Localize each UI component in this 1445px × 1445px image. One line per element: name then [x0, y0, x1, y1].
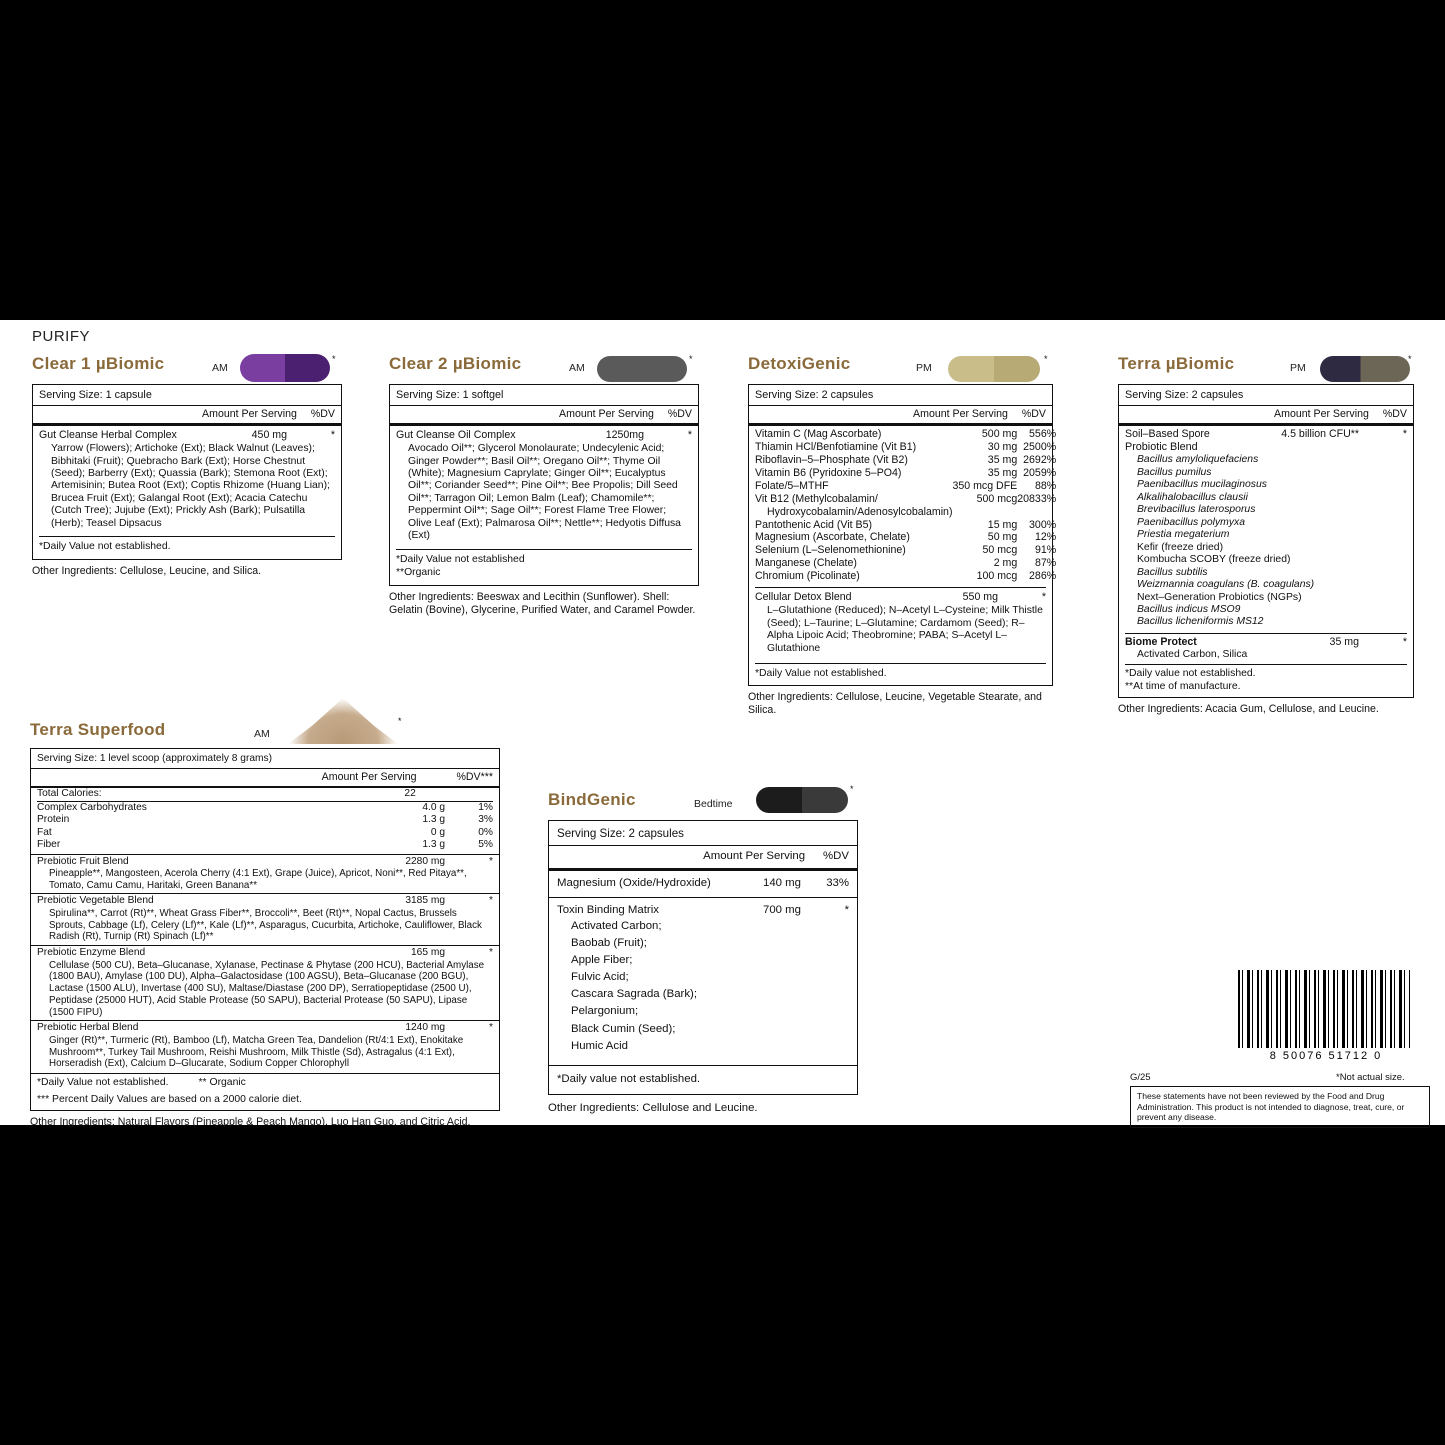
- row-dv: 2059%: [1023, 466, 1057, 479]
- row-amount: 22: [404, 788, 416, 800]
- row-name: Fat: [37, 826, 52, 838]
- row-dv: 556%: [1029, 428, 1057, 441]
- other-ingredients: Other Ingredients: Acacia Gum, Cellulose, and Leucine.: [1118, 703, 1379, 716]
- blend-ingredients: Spirulina**, Carrot (Rt)**, Wheat Grass Fiber**, Broccoli**, Beet (Rt)**, Nopal Cactus, Brussels Sprouts, Cabbage (Lf), Celery (Lf)**, Kale (Lf)**, Asparagus, Cucurbita, Artichoke, Cauliflower, Black Radish (Rt), Turnip (Rt) Spinach (Lf)**: [49, 907, 482, 943]
- row-dv: [1017, 506, 1056, 519]
- serving-size: Serving Size: 1 softgel: [396, 389, 504, 401]
- matrix-item: Black Cumin (Seed);: [571, 1022, 676, 1035]
- table-row: [755, 493, 1056, 506]
- row-dv: 5%: [478, 839, 493, 851]
- row-amount: 1250mg: [605, 429, 644, 442]
- row-dv: [445, 788, 493, 801]
- panel-terra-superfood: [30, 716, 500, 1129]
- table-row: [755, 570, 1056, 583]
- table-row: [557, 877, 849, 891]
- matrix-item: Baobab (Fruit);: [571, 936, 647, 949]
- row-dv: 286%: [1029, 570, 1057, 583]
- other-ingredients: Other Ingredients: Cellulose, Leucine, Vegetable Stearate, and Silica.: [748, 691, 1042, 717]
- row-amount: 50 mcg: [982, 544, 1018, 557]
- row-amount: 2 mg: [993, 557, 1018, 570]
- barcode: [1238, 970, 1414, 1062]
- panel-title: Clear 2 µBiomic: [389, 354, 522, 373]
- table-row: [37, 788, 493, 801]
- row-dv: *: [330, 429, 335, 442]
- row-amount: 50 mg: [987, 531, 1018, 544]
- capsule-image: [948, 356, 1040, 382]
- footnote-1: *Daily value not established.: [1125, 668, 1256, 680]
- panel-title: Clear 1 µBiomic: [32, 354, 165, 373]
- table-row: [755, 480, 1056, 493]
- row-name: Pantothenic Acid (Vit B5): [755, 518, 872, 531]
- footnote: *Daily Value not established.: [755, 668, 887, 680]
- row-name: Selenium (L–Selenomethionine): [755, 544, 906, 557]
- serving-size: Serving Size: 2 capsules: [1125, 389, 1244, 401]
- panel-time-of-day: PM: [916, 362, 932, 374]
- table-row: [37, 827, 493, 839]
- col-amount: Amount Per Serving: [559, 408, 654, 421]
- row-name: Complex Carbohydrates: [37, 801, 147, 813]
- row-amount: 100 mcg: [976, 570, 1018, 583]
- facts-column-headers: [390, 405, 698, 423]
- col-dv: %DV: [823, 850, 849, 863]
- row-amount: 15 mg: [987, 518, 1018, 531]
- not-actual-size-star: *: [398, 716, 402, 726]
- strain-item: Bacillus pumilus: [1137, 466, 1212, 478]
- facts-column-headers: [33, 405, 341, 423]
- row-dv: 3%: [478, 814, 493, 826]
- supplement-facts-box: [30, 748, 500, 1111]
- col-amount: Amount Per Serving: [202, 408, 297, 421]
- row-amount: 4.0 g: [422, 801, 445, 813]
- row-amount: 30 mg: [987, 441, 1018, 454]
- footnote: *Daily value not established.: [557, 1072, 701, 1085]
- nutrient-table: [755, 428, 1056, 583]
- table-row: [755, 467, 1056, 480]
- strain-item: Paenibacillus polymyxa: [1137, 516, 1246, 528]
- facts-column-headers: [1119, 405, 1413, 423]
- label-sheet: [0, 320, 1445, 1129]
- panel-bindgenic: [548, 784, 858, 1115]
- row-amount: 500 mg: [981, 428, 1018, 441]
- table-row: [755, 557, 1056, 570]
- row-dv: *: [1402, 635, 1407, 648]
- other-ingredients: Other Ingredients: Cellulose and Leucine.: [548, 1101, 758, 1114]
- footnote-2: **Organic: [396, 566, 441, 578]
- row-dv: 0%: [478, 826, 493, 838]
- serving-size: Serving Size: 2 capsules: [755, 389, 874, 401]
- not-actual-size-star: *: [332, 354, 336, 364]
- row-amount: 35 mg: [1329, 635, 1359, 648]
- row-name: Cellular Detox Blend: [755, 591, 852, 604]
- col-amount: Amount Per Serving: [321, 771, 417, 784]
- blend-ingredients: Yarrow (Flowers); Artichoke (Ext); Black Walnut (Leaves); Bibhitaki (Fruit); Quebracho Bark (Ext); Horse Chestnut (Seed); Barberry (Ext); Quassia (Bark); Stemona Root (Ext); Artemisinin; Butea Root (Ext); Coptis Rhizome (Huang Lian); Brucea Fruit (Ext); Galangal Root (Ext); Acacia Catechu (Cutch Tree); Jujube (Ext); Prickly Ash (Bark); Pulsatilla (Herb); Teasel Dipsacus: [51, 443, 330, 529]
- row-name: Prebiotic Vegetable Blend: [37, 895, 154, 907]
- row-dv: 300%: [1029, 518, 1057, 531]
- supplement-facts-box: [748, 384, 1057, 686]
- row-amount: 1.3 g: [422, 839, 445, 851]
- row-dv: 12%: [1034, 531, 1057, 544]
- row-dv: *: [489, 947, 493, 959]
- row-name: Chromium (Picolinate): [755, 570, 860, 583]
- nutrient-table: [37, 788, 493, 851]
- strain-item: Paenibacillus mucilaginosus: [1137, 479, 1267, 491]
- row-dv: *: [1041, 591, 1046, 604]
- col-dv: %DV***: [456, 771, 493, 784]
- footnote: *Daily Value not established.: [39, 541, 171, 553]
- not-actual-size-star: *: [1408, 354, 1412, 364]
- matrix-item: Activated Carbon;: [571, 919, 662, 932]
- footnote-3: *** Percent Daily Values are based on a 2000 calorie diet.: [37, 1094, 302, 1106]
- table-row: [755, 441, 1056, 454]
- row-name: Thiamin HCl/Benfotiamine (Vit B1): [755, 441, 917, 454]
- matrix-item: Pelargonium;: [571, 1005, 639, 1018]
- row-amount: 350 mcg DFE: [952, 479, 1018, 492]
- row-dv: 1%: [478, 801, 493, 813]
- supplement-facts-box: [1118, 384, 1414, 698]
- other-ingredients: Other Ingredients: Beeswax and Lecithin (Sunflower). Shell: Gelatin (Bovine), Glycerine, Purified Water, and Caramel Powder.: [389, 590, 696, 617]
- blend-subtitle: Probiotic Blend: [1125, 441, 1198, 454]
- col-dv: %DV: [667, 408, 692, 421]
- row-amount: 2280 mg: [405, 855, 445, 867]
- footnote-2: ** Organic: [198, 1077, 246, 1089]
- col-amount: Amount Per Serving: [913, 408, 1008, 421]
- table-row: [755, 544, 1056, 557]
- blend-ingredients: Activated Carbon, Silica: [1137, 648, 1248, 660]
- strain-item: Brevibacillus laterosporus: [1137, 504, 1256, 516]
- facts-column-headers: [749, 405, 1052, 423]
- other-ingredients: Other Ingredients: Natural Flavors (Pineapple & Peach Mango), Luo Han Guo, and Citric Acid.: [30, 1116, 471, 1129]
- barcode-digits: 8 50076 51712 0: [1269, 1050, 1383, 1062]
- row-name: Folate/5–MTHF: [755, 479, 829, 492]
- not-actual-size-note: *Not actual size.: [1336, 1072, 1405, 1083]
- row-amount: 4.5 billion CFU**: [1281, 428, 1359, 441]
- row-dv: *: [844, 903, 849, 916]
- facts-column-headers: [549, 845, 857, 868]
- panel-time-of-day: AM: [254, 728, 270, 740]
- row-name: Soil–Based Spore: [1125, 428, 1210, 441]
- supplement-facts-box: [548, 820, 858, 1095]
- row-dv: 33%: [826, 877, 849, 890]
- serving-size: Serving Size: 1 capsule: [39, 389, 152, 401]
- row-dv: *: [489, 1022, 493, 1034]
- row-amount: 3185 mg: [405, 895, 445, 907]
- table-row: [755, 531, 1056, 544]
- capsule-image: [240, 354, 330, 382]
- matrix-item: Cascara Sagrada (Bark);: [571, 988, 697, 1001]
- panel-title: BindGenic: [548, 790, 636, 809]
- other-ingredients: Other Ingredients: Cellulose, Leucine, and Silica.: [32, 565, 262, 578]
- row-name: Protein: [37, 814, 70, 826]
- row-amount: 700 mg: [763, 903, 801, 916]
- not-actual-size-star: *: [850, 784, 854, 794]
- panel-terra-ubiomic: [1118, 354, 1414, 717]
- row-dv: *: [687, 429, 692, 442]
- table-row: [755, 519, 1056, 532]
- capsule-image: [1320, 356, 1410, 382]
- fda-disclaimer: These statements have not been reviewed by the Food and Drug Administration. This product is not intended to diagnose, treat, cure, or prevent any disease.: [1130, 1086, 1430, 1128]
- row-dv: 88%: [1034, 479, 1057, 492]
- col-dv: %DV: [310, 408, 335, 421]
- blend-ingredients: L–Glutathione (Reduced); N–Acetyl L–Cysteine; Milk Thistle (Seed); L–Taurine; L–Glutamine; Cardamom (Seed); R–Alpha Lipoic Acid; Theobromine; PABA; S–Acetyl L–Glutathione: [767, 605, 1043, 654]
- row-name: Hydroxycobalamin/Adenosylcobalamin): [767, 505, 953, 518]
- softgel-image: [597, 356, 687, 382]
- panel-title: DetoxiGenic: [748, 354, 851, 373]
- strain-item: Bacillus indicus MSO9: [1137, 604, 1241, 615]
- facts-column-headers: [31, 768, 499, 786]
- strain-item: Priestia megaterium: [1137, 529, 1230, 541]
- powder-scoop-image: [288, 698, 398, 744]
- strain-item: Kombucha SCOBY (freeze dried): [1137, 554, 1291, 566]
- strain-item: Bacillus amyloliquefaciens: [1137, 454, 1259, 466]
- panel-time-of-day: AM: [569, 362, 585, 374]
- row-amount: 1240 mg: [405, 1022, 445, 1034]
- matrix-item: Apple Fiber;: [571, 954, 633, 967]
- panel-title: Terra Superfood: [30, 720, 166, 739]
- blend-ingredients: Cellulase (500 CU), Beta–Glucanase, Xylanase, Pectinase & Phytase (200 HCU), Bacterial Amylase (1800 BAU), Amylase (100 DU), Alpha–Galactosidase (100 AGSU), Beta–Glucanase (200 BGU), Lactase (1500 ALU), Invertase (400 SU), Maltase/Diastase (200 DP), Serratiopeptidase (2500 U), Peptidase (25000 HUT), Acid Stable Protease (50 SAPU), Bacterial Protease (50 SAPU), Lipase (1500 FIPU): [49, 959, 485, 1018]
- row-name: Prebiotic Enzyme Blend: [37, 947, 146, 959]
- row-dv: 2692%: [1023, 453, 1057, 466]
- strain-item: Bacillus subtilis: [1137, 566, 1208, 578]
- strain-item: Alkalihalobacillus clausii: [1137, 491, 1248, 503]
- col-amount: Amount Per Serving: [703, 850, 806, 863]
- table-row: [755, 454, 1056, 467]
- lot-code: G/25: [1130, 1072, 1151, 1083]
- table-row: [755, 506, 1056, 519]
- row-name: Biome Protect: [1125, 635, 1197, 648]
- panel-time-of-day: AM: [212, 362, 228, 374]
- blend-ingredients: Ginger (Rt)**, Turmeric (Rt), Bamboo (Lf), Matcha Green Tea, Dandelion (Rt/4:1 Ext), Enokitake Mushroom**, Turkey Tail Mushroom, Reishi Mushroom, Milk Thistle (Sd), Astragalus (4:1 Ext), Horseradish (Ext), Calcium D–Glucarate, Sodium Copper Chlorophyll: [49, 1034, 464, 1070]
- row-name: Magnesium (Oxide/Hydroxide): [557, 877, 711, 890]
- matrix-item: Humic Acid: [571, 1039, 628, 1052]
- strain-item: Next–Generation Probiotics (NGPs): [1137, 591, 1302, 603]
- row-name: Magnesium (Ascorbate, Chelate): [755, 531, 910, 544]
- row-name: Vitamin C (Mag Ascorbate): [755, 428, 882, 441]
- row-amount: 165 mg: [411, 947, 445, 959]
- blend-ingredients: Pineapple**, Mangosteen, Acerola Cherry (4:1 Ext), Grape (Juice), Apricot, Noni**, Red Pitaya**, Tomato, Camu Camu, Haritaki, Green Banana**: [49, 867, 467, 891]
- row-name: Gut Cleanse Herbal Complex: [39, 429, 177, 442]
- row-dv: 87%: [1034, 557, 1057, 570]
- brand-title: PURIFY: [32, 328, 91, 345]
- row-amount: 35 mg: [987, 466, 1018, 479]
- panel-detoxigenic: [748, 354, 1057, 717]
- row-amount: 35 mg: [987, 453, 1018, 466]
- row-name: Prebiotic Fruit Blend: [37, 855, 129, 867]
- not-actual-size-star: *: [689, 354, 693, 364]
- panel-clear-1: [32, 354, 342, 579]
- not-actual-size-star: *: [1044, 354, 1048, 364]
- row-name: Vitamin B6 (Pyridoxine 5–PO4): [755, 466, 902, 479]
- row-amount: 550 mg: [962, 591, 998, 604]
- matrix-item: Fulvic Acid;: [571, 971, 629, 984]
- table-row: [37, 839, 493, 851]
- table-row: [755, 428, 1056, 441]
- row-name: Prebiotic Herbal Blend: [37, 1022, 139, 1034]
- row-dv: 20833%: [1017, 492, 1057, 505]
- row-name: Riboflavin–5–Phosphate (Vit B2): [755, 453, 908, 466]
- row-amount: 450 mg: [251, 429, 287, 442]
- panel-title: Terra µBiomic: [1118, 354, 1235, 373]
- table-row: [37, 801, 493, 814]
- footnote-1: *Daily Value not established: [396, 553, 525, 565]
- table-row: [37, 814, 493, 826]
- row-name: Toxin Binding Matrix: [557, 903, 659, 916]
- row-name: Manganese (Chelate): [755, 557, 857, 570]
- row-dv: *: [489, 895, 493, 907]
- barcode-bars: [1238, 970, 1410, 1048]
- col-dv: %DV: [1382, 408, 1407, 421]
- supplement-facts-box: [389, 384, 699, 586]
- blend-ingredients: Avocado Oil**; Glycerol Monolaurate; Undecylenic Acid; Ginger Powder**; Basil Oil**; Oregano Oil**; Thyme Oil (White); Magnesium Caprylate; Ginger Oil**; Eucalyptus Oil**; Coriander Seed**; Pine Oil**; Bee Propolis; Dill Seed Oil**; Tarragon Oil; Lemon Balm (Leaf); Chamomile**; Peppermint Oil**; Sage Oil**; Forest Flame Tree Flower; Olive Leaf (Ext); Palmarosa Oil**; Nettle**; Hedyotis Diffusa (Ext): [408, 443, 681, 542]
- footnote-1: *Daily Value not established.: [37, 1077, 169, 1089]
- supplement-facts-box: [32, 384, 342, 560]
- row-name: Fiber: [37, 839, 61, 851]
- row-dv: *: [489, 855, 493, 867]
- col-dv: %DV: [1021, 408, 1046, 421]
- panel-time-of-day: PM: [1290, 362, 1306, 374]
- row-amount: 140 mg: [763, 877, 801, 890]
- footnote-2: **At time of manufacture.: [1125, 681, 1241, 693]
- strain-item: Weizmannia coagulans (B. coagulans): [1137, 579, 1315, 591]
- serving-size: Serving Size: 1 level scoop (approximately 8 grams): [37, 753, 272, 764]
- col-amount: Amount Per Serving: [1274, 408, 1369, 421]
- row-amount: 500 mcg: [976, 492, 1018, 505]
- capsule-image: [756, 787, 848, 813]
- row-amount: 0 g: [430, 826, 445, 838]
- row-name: Total Calories:: [37, 788, 102, 800]
- row-amount: [952, 506, 1017, 519]
- panel-time-of-day: Bedtime: [694, 798, 733, 810]
- strain-item: Kefir (freeze dried): [1137, 541, 1224, 553]
- row-name: Gut Cleanse Oil Complex: [396, 429, 516, 442]
- row-dv: 91%: [1034, 544, 1057, 557]
- row-dv: 2500%: [1023, 441, 1057, 454]
- serving-size: Serving Size: 2 capsules: [557, 827, 684, 840]
- row-dv: *: [1402, 428, 1407, 441]
- strain-item: Bacillus licheniformis MS12: [1137, 616, 1264, 628]
- row-amount: 1.3 g: [422, 814, 445, 826]
- panel-clear-2: [389, 354, 699, 617]
- row-name: Vit B12 (Methylcobalamin/: [755, 492, 878, 505]
